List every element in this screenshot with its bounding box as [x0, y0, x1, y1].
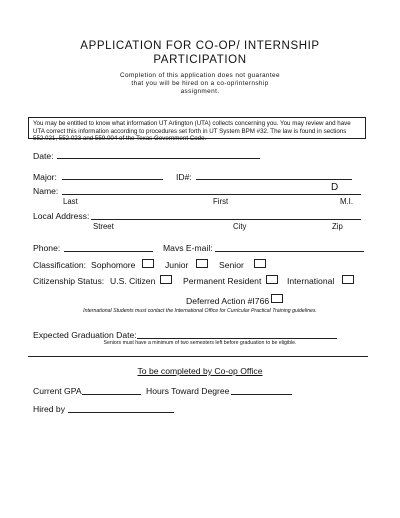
junior-checkbox[interactable] [196, 259, 208, 268]
international-label: International [287, 276, 335, 286]
hired-by-field[interactable] [68, 412, 174, 413]
sophomore-label: Sophomore [91, 260, 136, 270]
local-address-label: Local Address: [33, 211, 90, 221]
classification-label: Classification: [33, 260, 87, 270]
address-city-caption: City [233, 222, 247, 231]
current-gpa-field[interactable] [82, 394, 141, 395]
sophomore-checkbox[interactable] [142, 259, 154, 268]
mavs-email-field[interactable] [215, 251, 364, 252]
phone-label: Phone: [33, 243, 61, 253]
deferred-action-checkbox[interactable] [271, 294, 283, 303]
hours-toward-degree-field[interactable] [231, 394, 292, 395]
name-first-caption: First [213, 197, 229, 206]
junior-label: Junior [165, 260, 189, 270]
hours-toward-degree-label: Hours Toward Degree [146, 386, 230, 396]
senior-checkbox[interactable] [254, 259, 266, 268]
name-mi-caption: M.I. [340, 197, 353, 206]
id-field[interactable] [196, 179, 352, 180]
mavs-email-label: Mavs E-mail: [163, 243, 213, 253]
date-label: Date: [33, 151, 54, 161]
address-street-caption: Street [93, 222, 114, 231]
address-zip-caption: Zip [332, 222, 343, 231]
disclaimer-line-3: assignment. [180, 88, 220, 95]
name-handwritten-mark: D [331, 182, 339, 193]
name-label: Name: [33, 186, 59, 196]
deferred-action-label: Deferred Action #I766 [186, 296, 270, 306]
hired-by-label: Hired by [33, 404, 65, 414]
expected-graduation-field[interactable] [137, 338, 337, 339]
form-title-line-1: APPLICATION FOR CO-OP/ INTERNSHIP [80, 40, 320, 52]
permanent-resident-checkbox[interactable] [266, 275, 278, 284]
us-citizen-checkbox[interactable] [160, 275, 172, 284]
permanent-resident-label: Permanent Resident [183, 276, 262, 286]
major-field[interactable] [62, 179, 163, 180]
major-label: Major: [33, 172, 57, 182]
international-checkbox[interactable] [342, 275, 354, 284]
senior-label: Senior [219, 260, 244, 270]
current-gpa-label: Current GPA [33, 386, 82, 396]
disclaimer-line-2: that you will be hired on a co-op/internship [131, 80, 269, 87]
phone-field[interactable] [64, 251, 153, 252]
form-title-line-2: PARTICIPATION [153, 54, 247, 66]
citizenship-status-label: Citizenship Status: [33, 276, 105, 286]
expected-graduation-label: Expected Graduation Date: [33, 330, 137, 340]
local-address-field[interactable] [91, 219, 361, 220]
us-citizen-label: U.S. Citizen [110, 276, 156, 286]
privacy-notice-box: You may be entitled to know what information UT Arlington (UTA) collects concerning you. You may review and have UTA correct this information according to procedures set forth in UT System BPM #32. The law is found in sections 552.021, 552.023 and 559.004 of the Texas Government Code. [28, 117, 366, 139]
id-label: ID#: [176, 172, 192, 182]
section-divider [28, 356, 368, 357]
name-last-caption: Last [63, 197, 78, 206]
disclaimer-line-1: Completion of this application does not guarantee [120, 72, 280, 79]
coop-office-heading: To be completed by Co-op Office [137, 366, 263, 376]
date-field[interactable] [57, 158, 260, 159]
name-field[interactable] [62, 194, 361, 195]
seniors-eligibility-note: Seniors must have a minimum of two semesters left before graduation to be eligible. [103, 340, 297, 346]
international-students-note: International Students must contact the International Office for Curricular Practical Training guidelines. [83, 308, 317, 314]
